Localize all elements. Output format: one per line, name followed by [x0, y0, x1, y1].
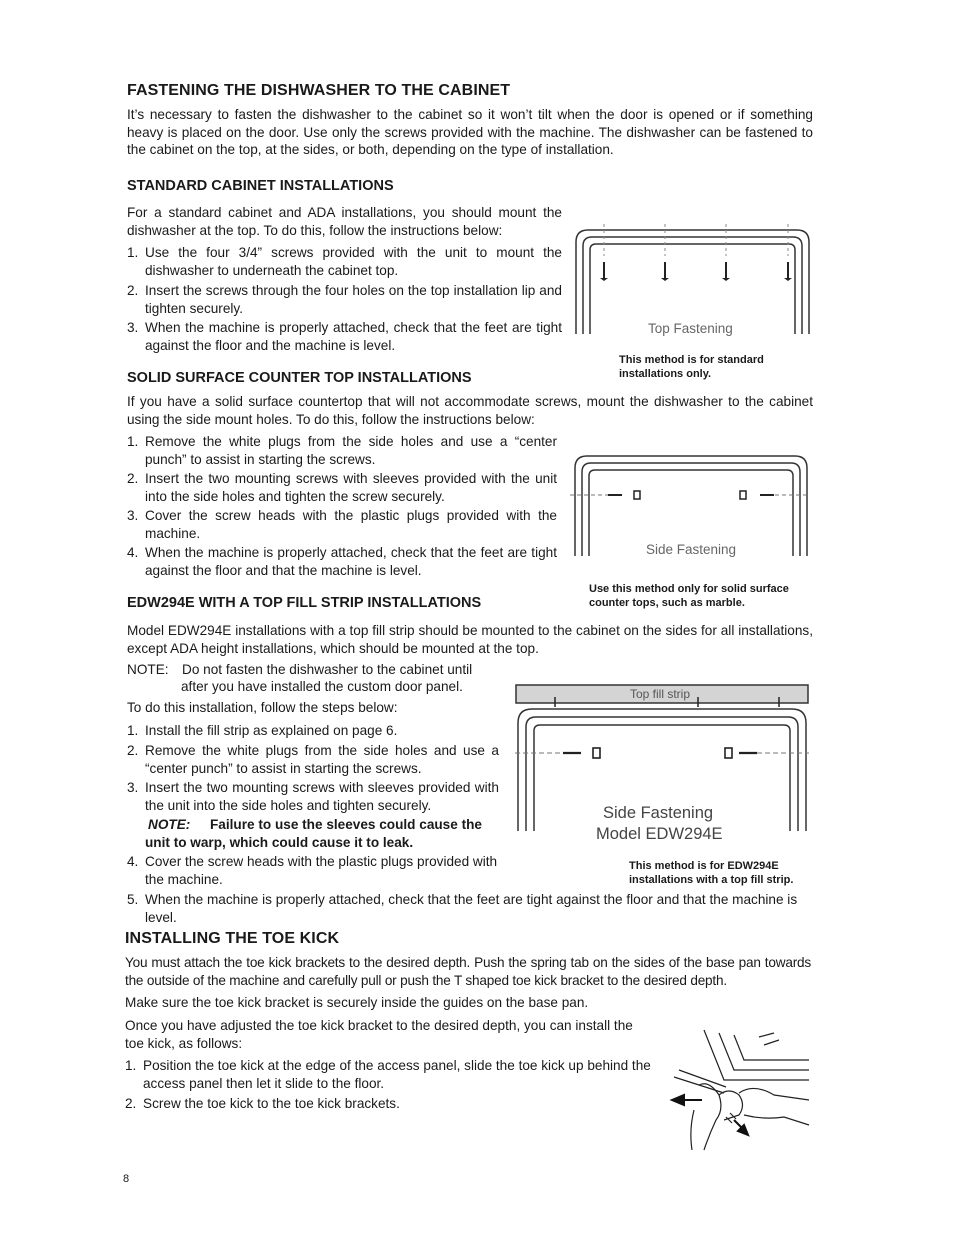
edw-warning-line2: unit to warp, which could cause it to leak. — [145, 835, 414, 850]
list-item: 4. Cover the screw heads with the plastic plugs provided with the machine. — [127, 854, 498, 887]
solid-intro: If you have a solid surface countertop that will not accommodate screws, mount the dishwasher to the cabinet using the side mount holes. To do this, follow the instructions below: — [127, 394, 813, 427]
section-title-edw: EDW294E WITH A TOP FILL STRIP INSTALLATIONS — [127, 595, 482, 611]
fastening-intro: It’s necessary to fasten the dishwasher to the cabinet so it won’t tilt when the door is opened or if something heavy is placed on the door. Use only the screws provided with the machine. The dishwasher can be fastened to the cabinet on the top, at the sides, or both, depending on the type of installation. — [127, 107, 813, 157]
top-fastening-label: Top Fastening — [648, 321, 733, 336]
section-title-toekick: INSTALLING THE TOE KICK — [125, 930, 340, 947]
solid-caption-line2: counter tops, such as marble. — [589, 597, 745, 609]
edw-caption-line1: This method is for EDW294E — [629, 860, 779, 872]
side-fastening-label: Side Fastening — [646, 542, 737, 557]
list-item: 2. Screw the toe kick to the toe kick brackets. — [125, 1096, 400, 1111]
list-item: 2. Insert the two mounting screws with sleeves provided with the unit into the side holes and tighten the screw securely. — [127, 471, 557, 504]
toekick-para1: You must attach the toe kick brackets to the desired depth. Push the spring tab on the sides of the base pan towards the outside of the machine and carefully pull or push the T shaped toe kick bracket to the desired depth. — [125, 955, 811, 988]
list-item: 3. When the machine is properly attached, check that the feet are tight against the floor and the machine is level. — [127, 320, 562, 353]
standard-caption-line1: This method is for standard — [619, 354, 764, 366]
edw-caption-line2: installations with a top fill strip. — [629, 874, 794, 886]
toekick-para3: Once you have adjusted the toe kick bracket to the desired depth, you can install the toe kick, as follows: — [125, 1018, 633, 1051]
edw-warning-line1: Failure to use the sleeves could cause the — [210, 817, 482, 832]
list-item: 5. When the machine is properly attached, check that the feet are tight against the floor and that the machine is level. — [127, 892, 798, 925]
edw-figure-label2: Model EDW294E — [596, 825, 723, 843]
list-item: 3. Cover the screw heads with the plastic plugs provided with the machine. — [127, 508, 557, 541]
top-fastening-diagram — [573, 222, 813, 340]
edw-note-label: NOTE: — [127, 662, 169, 677]
edw-note-line2: after you have installed the custom door panel. — [181, 679, 463, 694]
list-item: 3. Insert the two mounting screws with sleeves provided with the unit into the side holes and tighten securely. — [127, 780, 499, 813]
section-title-fastening: FASTENING THE DISHWASHER TO THE CABINET — [127, 82, 511, 99]
section-title-standard: STANDARD CABINET INSTALLATIONS — [127, 178, 394, 194]
standard-intro: For a standard cabinet and ADA installations, you should mount the dishwasher at the top. To do this, follow the instructions below: — [127, 205, 562, 238]
edw-figure-label1: Side Fastening — [603, 804, 714, 822]
edw-warning-label: NOTE: — [148, 817, 191, 832]
list-item: 1. Use the four 3/4” screws provided with the unit to mount the dishwasher to underneath the cabinet top. — [127, 245, 562, 278]
standard-caption-line2: installations only. — [619, 368, 712, 380]
top-fill-strip-label: Top fill strip — [630, 687, 691, 701]
edw-todo: To do this installation, follow the steps below: — [127, 700, 398, 715]
toe-kick-installation-illustration — [664, 1025, 814, 1155]
side-fastening-diagram — [570, 452, 812, 562]
toekick-para2: Make sure the toe kick bracket is securely inside the guides on the base pan. — [125, 995, 589, 1010]
list-item: 1. Remove the white plugs from the side holes and use a “center punch” to assist in starting the screws. — [127, 434, 557, 467]
solid-caption-line1: Use this method only for solid surface — [589, 583, 789, 595]
page-number: 8 — [123, 1173, 130, 1185]
edw-intro: Model EDW294E installations with a top fill strip should be mounted to the cabinet on the sides for all installations, except ADA height installations, which should be mounted at the top. — [127, 623, 813, 656]
list-item: 2. Remove the white plugs from the side holes and use a “center punch” to assist in starting the screws. — [127, 743, 499, 776]
list-item: 1. Position the toe kick at the edge of the access panel, slide the toe kick up behind the access panel then let it slide to the floor. — [125, 1058, 651, 1091]
edw294e-side-fastening-diagram — [513, 683, 811, 843]
list-item: 2. Insert the screws through the four holes on the top installation lip and tighten securely. — [127, 283, 562, 316]
edw-note-line1: Do not fasten the dishwasher to the cabinet until — [182, 662, 473, 677]
list-item: 4. When the machine is properly attached, check that the feet are tight against the floor and that the machine is level. — [127, 545, 557, 578]
list-item: 1. Install the fill strip as explained on page 6. — [127, 723, 398, 738]
section-title-solid: SOLID SURFACE COUNTER TOP INSTALLATIONS — [127, 370, 472, 386]
